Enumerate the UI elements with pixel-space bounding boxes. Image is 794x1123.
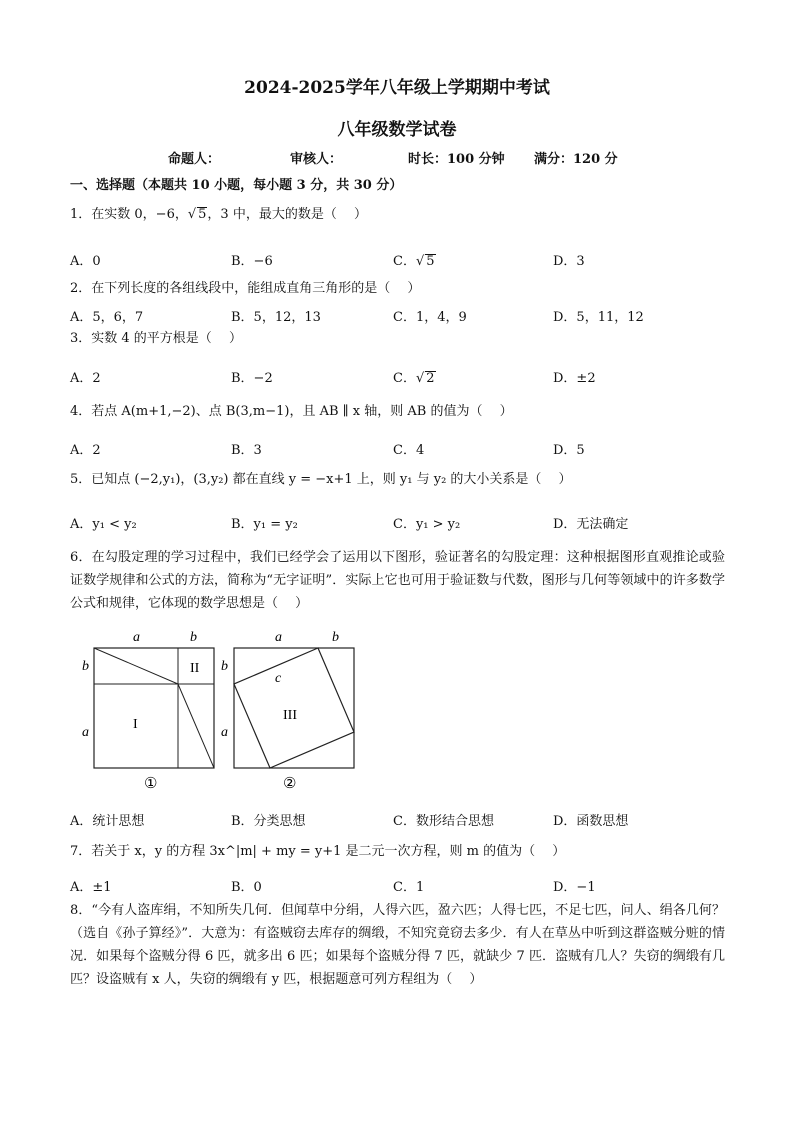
- q4-option-d[interactable]: D．5: [553, 443, 585, 458]
- q3-option-b[interactable]: B．−2: [231, 371, 273, 386]
- exam-subtitle: 八年级数学试卷: [337, 120, 457, 140]
- exam-title: 2024-2025学年八年级上学期期中考试: [244, 78, 550, 98]
- q3-option-a[interactable]: A．2: [70, 371, 101, 386]
- fig1-top-b: b: [190, 630, 197, 645]
- duration: 时长：100 分钟: [408, 152, 505, 167]
- fig1-caption: ①: [144, 776, 158, 792]
- q5-option-c[interactable]: C．y₁ > y₂: [393, 517, 461, 532]
- q3-option-c-label: C．: [393, 371, 416, 386]
- section-heading: 一、选择题（本题共 10 小题，每小题 3 分，共 30 分）: [70, 178, 403, 193]
- q1-option-d[interactable]: D．3: [553, 254, 585, 269]
- question-2-stem: 2．在下列长度的各组线段中，能组成直角三角形的是（ ）: [70, 281, 421, 296]
- full-score: 满分：120 分: [534, 152, 618, 167]
- reviewer-label: 审核人：: [290, 152, 343, 167]
- fig1-top-a: a: [133, 630, 140, 645]
- fig2-region-iii: III: [283, 708, 297, 723]
- q5-option-b[interactable]: B．y₁ = y₂: [231, 517, 298, 532]
- fig2-left-a: a: [221, 725, 228, 740]
- q1-stem-part-b: ，3 中，最大的数是（ ）: [207, 207, 367, 222]
- q1-option-b[interactable]: B．−6: [231, 254, 273, 269]
- q7-option-b[interactable]: B．0: [231, 880, 262, 895]
- fig2-caption: ②: [283, 776, 297, 792]
- fig1-region-i: I: [133, 717, 138, 732]
- question-8-stem: 8．“今有人盗库绢，不知所失几何．但闻草中分绢，人得六匹，盈六匹；人得七匹，不足七匹，问人、绢各几何？（选自《孙子算经》”．大意为：有盗贼窃去库存的绸缎，不知究竟窃去多少．有人在草丛中听到这群盗贼分赃的情况．如果每个盗贼分得 6 匹，就多出 6 匹；如果每个盗贼分得 7 匹，就缺少 7 匹．盗贼有几人？失窃的绸缎有几匹？设盗贼有 x 人，失窃的绸缎有 y 匹，根据题意可列方程组为（ ）: [70, 903, 725, 987]
- figure-1: [82, 630, 214, 792]
- question-1-stem: 1．在实数 0，−6，√ 5，3 中，最大的数是（ ）: [70, 207, 367, 222]
- fig2-top-a: a: [275, 630, 282, 645]
- q1-stem-root: 5: [198, 207, 207, 222]
- setter-label: 命题人：: [168, 152, 221, 167]
- q2-option-d[interactable]: D．5，11，12: [553, 310, 644, 325]
- q3-option-d[interactable]: D．±2: [553, 371, 596, 386]
- q1-option-c-root: 5: [426, 254, 435, 269]
- q2-option-a[interactable]: A．5，6，7: [70, 310, 144, 325]
- question-6-stem: 6．在勾股定理的学习过程中，我们已经学会了运用以下图形，验证著名的勾股定理：这种根据图形直观推论或验证数学规律和公式的方法，简称为“无字证明”．实际上它也可用于验证数与代数，图形与几何等领域中的许多数学公式和规律，它体现的数学思想是（ ）: [70, 550, 725, 611]
- q1-option-a[interactable]: A．0: [70, 254, 101, 269]
- fig1-region-ii: II: [190, 661, 200, 676]
- fig1-left-a: a: [82, 725, 89, 740]
- q6-option-b[interactable]: B．分类思想: [231, 814, 306, 829]
- q4-option-c[interactable]: C．4: [393, 443, 425, 458]
- question-4-stem: 4．若点 A(m+1,−2)、点 B(3,m−1)，且 AB ∥ x 轴，则 AB 的值为（ ）: [70, 404, 513, 419]
- q1-stem-part-a: 1．在实数 0，−6，: [70, 207, 188, 222]
- q7-option-a[interactable]: A．±1: [70, 880, 112, 895]
- fig2-hyp-c: c: [275, 671, 282, 686]
- q6-option-c[interactable]: C．数形结合思想: [393, 814, 494, 829]
- question-5-stem: 5．已知点 (−2,y₁)，(3,y₂) 都在直线 y = −x+1 上，则 y₁ 与 y₂ 的大小关系是（ ）: [70, 472, 572, 487]
- q1-option-c-label: C．: [393, 254, 416, 269]
- fig2-top-b: b: [332, 630, 339, 645]
- pythagoras-figure: [76, 624, 362, 796]
- q4-option-b[interactable]: B．3: [231, 443, 262, 458]
- q6-option-d[interactable]: D．函数思想: [553, 814, 629, 829]
- q5-option-d[interactable]: D．无法确定: [553, 517, 629, 532]
- q4-option-a[interactable]: A．2: [70, 443, 101, 458]
- q2-option-c[interactable]: C．1，4，9: [393, 310, 467, 325]
- fig1-left-b: b: [82, 659, 89, 674]
- q5-option-a[interactable]: A．y₁ < y₂: [70, 517, 137, 532]
- q6-option-a[interactable]: A．统计思想: [70, 814, 145, 829]
- fig2-left-b: b: [221, 659, 228, 674]
- q7-option-c[interactable]: C．1: [393, 880, 425, 895]
- q3-option-c-root: 2: [426, 371, 435, 386]
- q2-option-b[interactable]: B．5，12，13: [231, 310, 321, 325]
- q1-option-c[interactable]: C．√ 5: [393, 254, 435, 269]
- question-7-stem: 7．若关于 x，y 的方程 3x^|m| + my = y+1 是二元一次方程，则 m 的值为（ ）: [70, 844, 566, 859]
- q7-option-d[interactable]: D．−1: [553, 880, 596, 895]
- q3-option-c[interactable]: C．√ 2: [393, 371, 435, 386]
- question-3-stem: 3．实数 4 的平方根是（ ）: [70, 331, 242, 346]
- figure-2: [221, 630, 354, 792]
